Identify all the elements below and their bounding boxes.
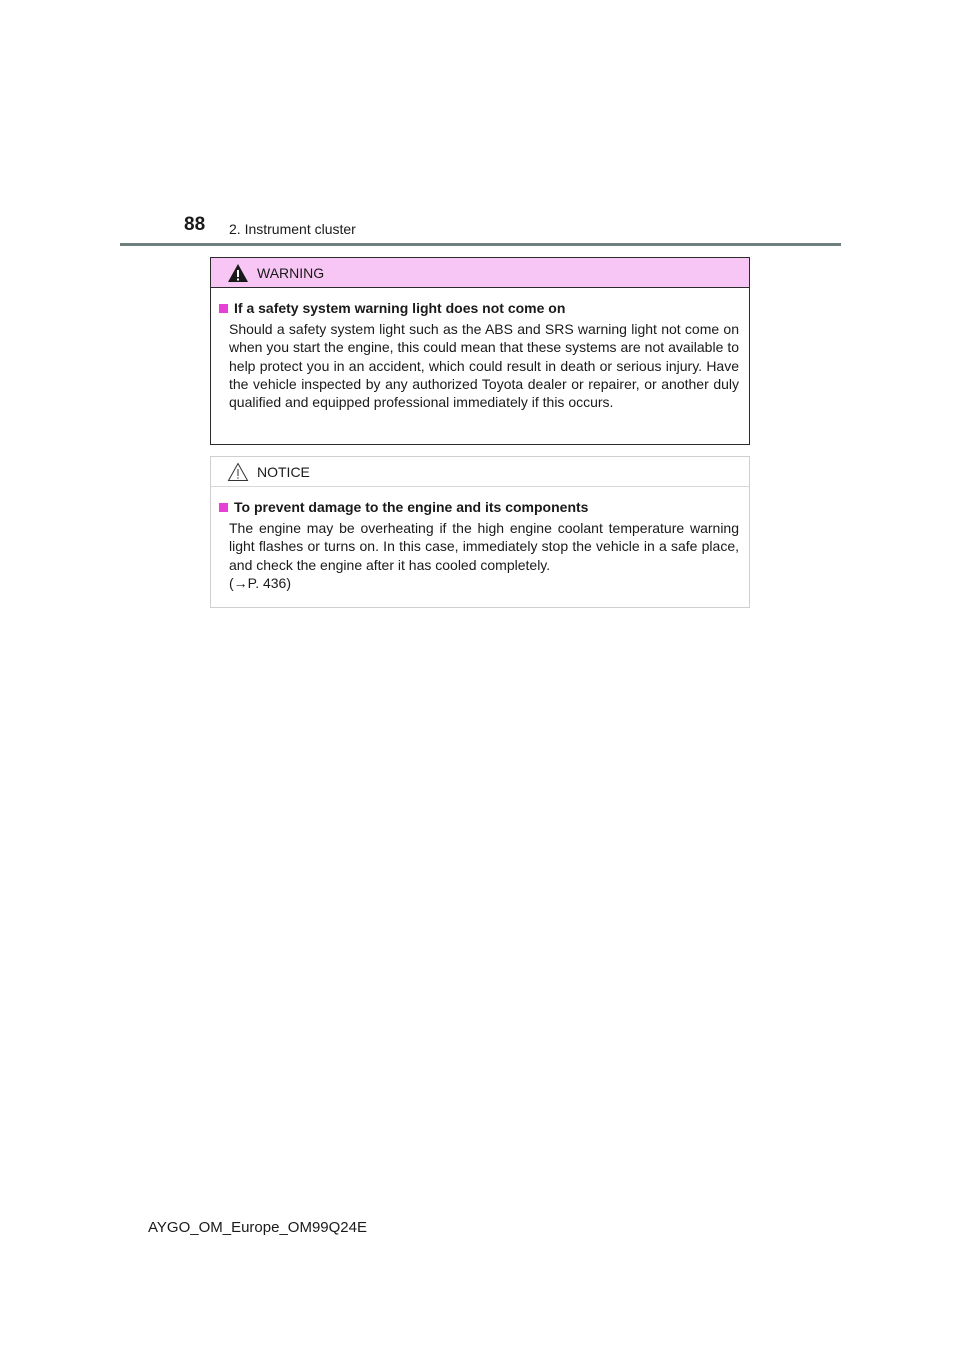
warning-item-body: Should a safety system light such as the ABS and SRS warning light not come on when you start the engine, this could mean that these systems are not available to help protect you in an accident, which could result in death or serious injury. Have the vehicle inspected by any authorized Toyota dealer or repairer, or another duly qualified and equipped professional immediately if this occurs. (229, 321, 739, 411)
warning-triangle-icon (227, 263, 249, 283)
bullet-square-icon (219, 503, 228, 512)
document-code: AYGO_OM_Europe_OM99Q24E (148, 1219, 367, 1236)
notice-body-text: The engine may be overheating if the high engine coolant temperature warning light flashes or turns on. In this case, immediately stop the vehicle in a safe place, and check the engine after it has cooled completely. (229, 520, 739, 573)
warning-item-title (219, 300, 739, 316)
warning-box (210, 257, 750, 445)
warning-item-title-text: If a safety system warning light does not come on (234, 300, 566, 316)
notice-triangle-icon (227, 462, 249, 482)
notice-item-title (219, 499, 739, 515)
notice-item-title-text: To prevent damage to the engine and its components (234, 499, 589, 515)
notice-box (210, 456, 750, 608)
notice-item-body (229, 519, 739, 592)
section-title: 2. Instrument cluster (229, 221, 356, 237)
notice-header (211, 457, 749, 487)
bullet-square-icon (219, 304, 228, 313)
notice-label: NOTICE (257, 463, 310, 480)
warning-header (211, 258, 749, 288)
notice-page-ref: (→P. 436) (229, 574, 291, 591)
page-number: 88 (184, 214, 206, 235)
header-rule (120, 243, 841, 246)
warning-label: WARNING (257, 264, 325, 281)
